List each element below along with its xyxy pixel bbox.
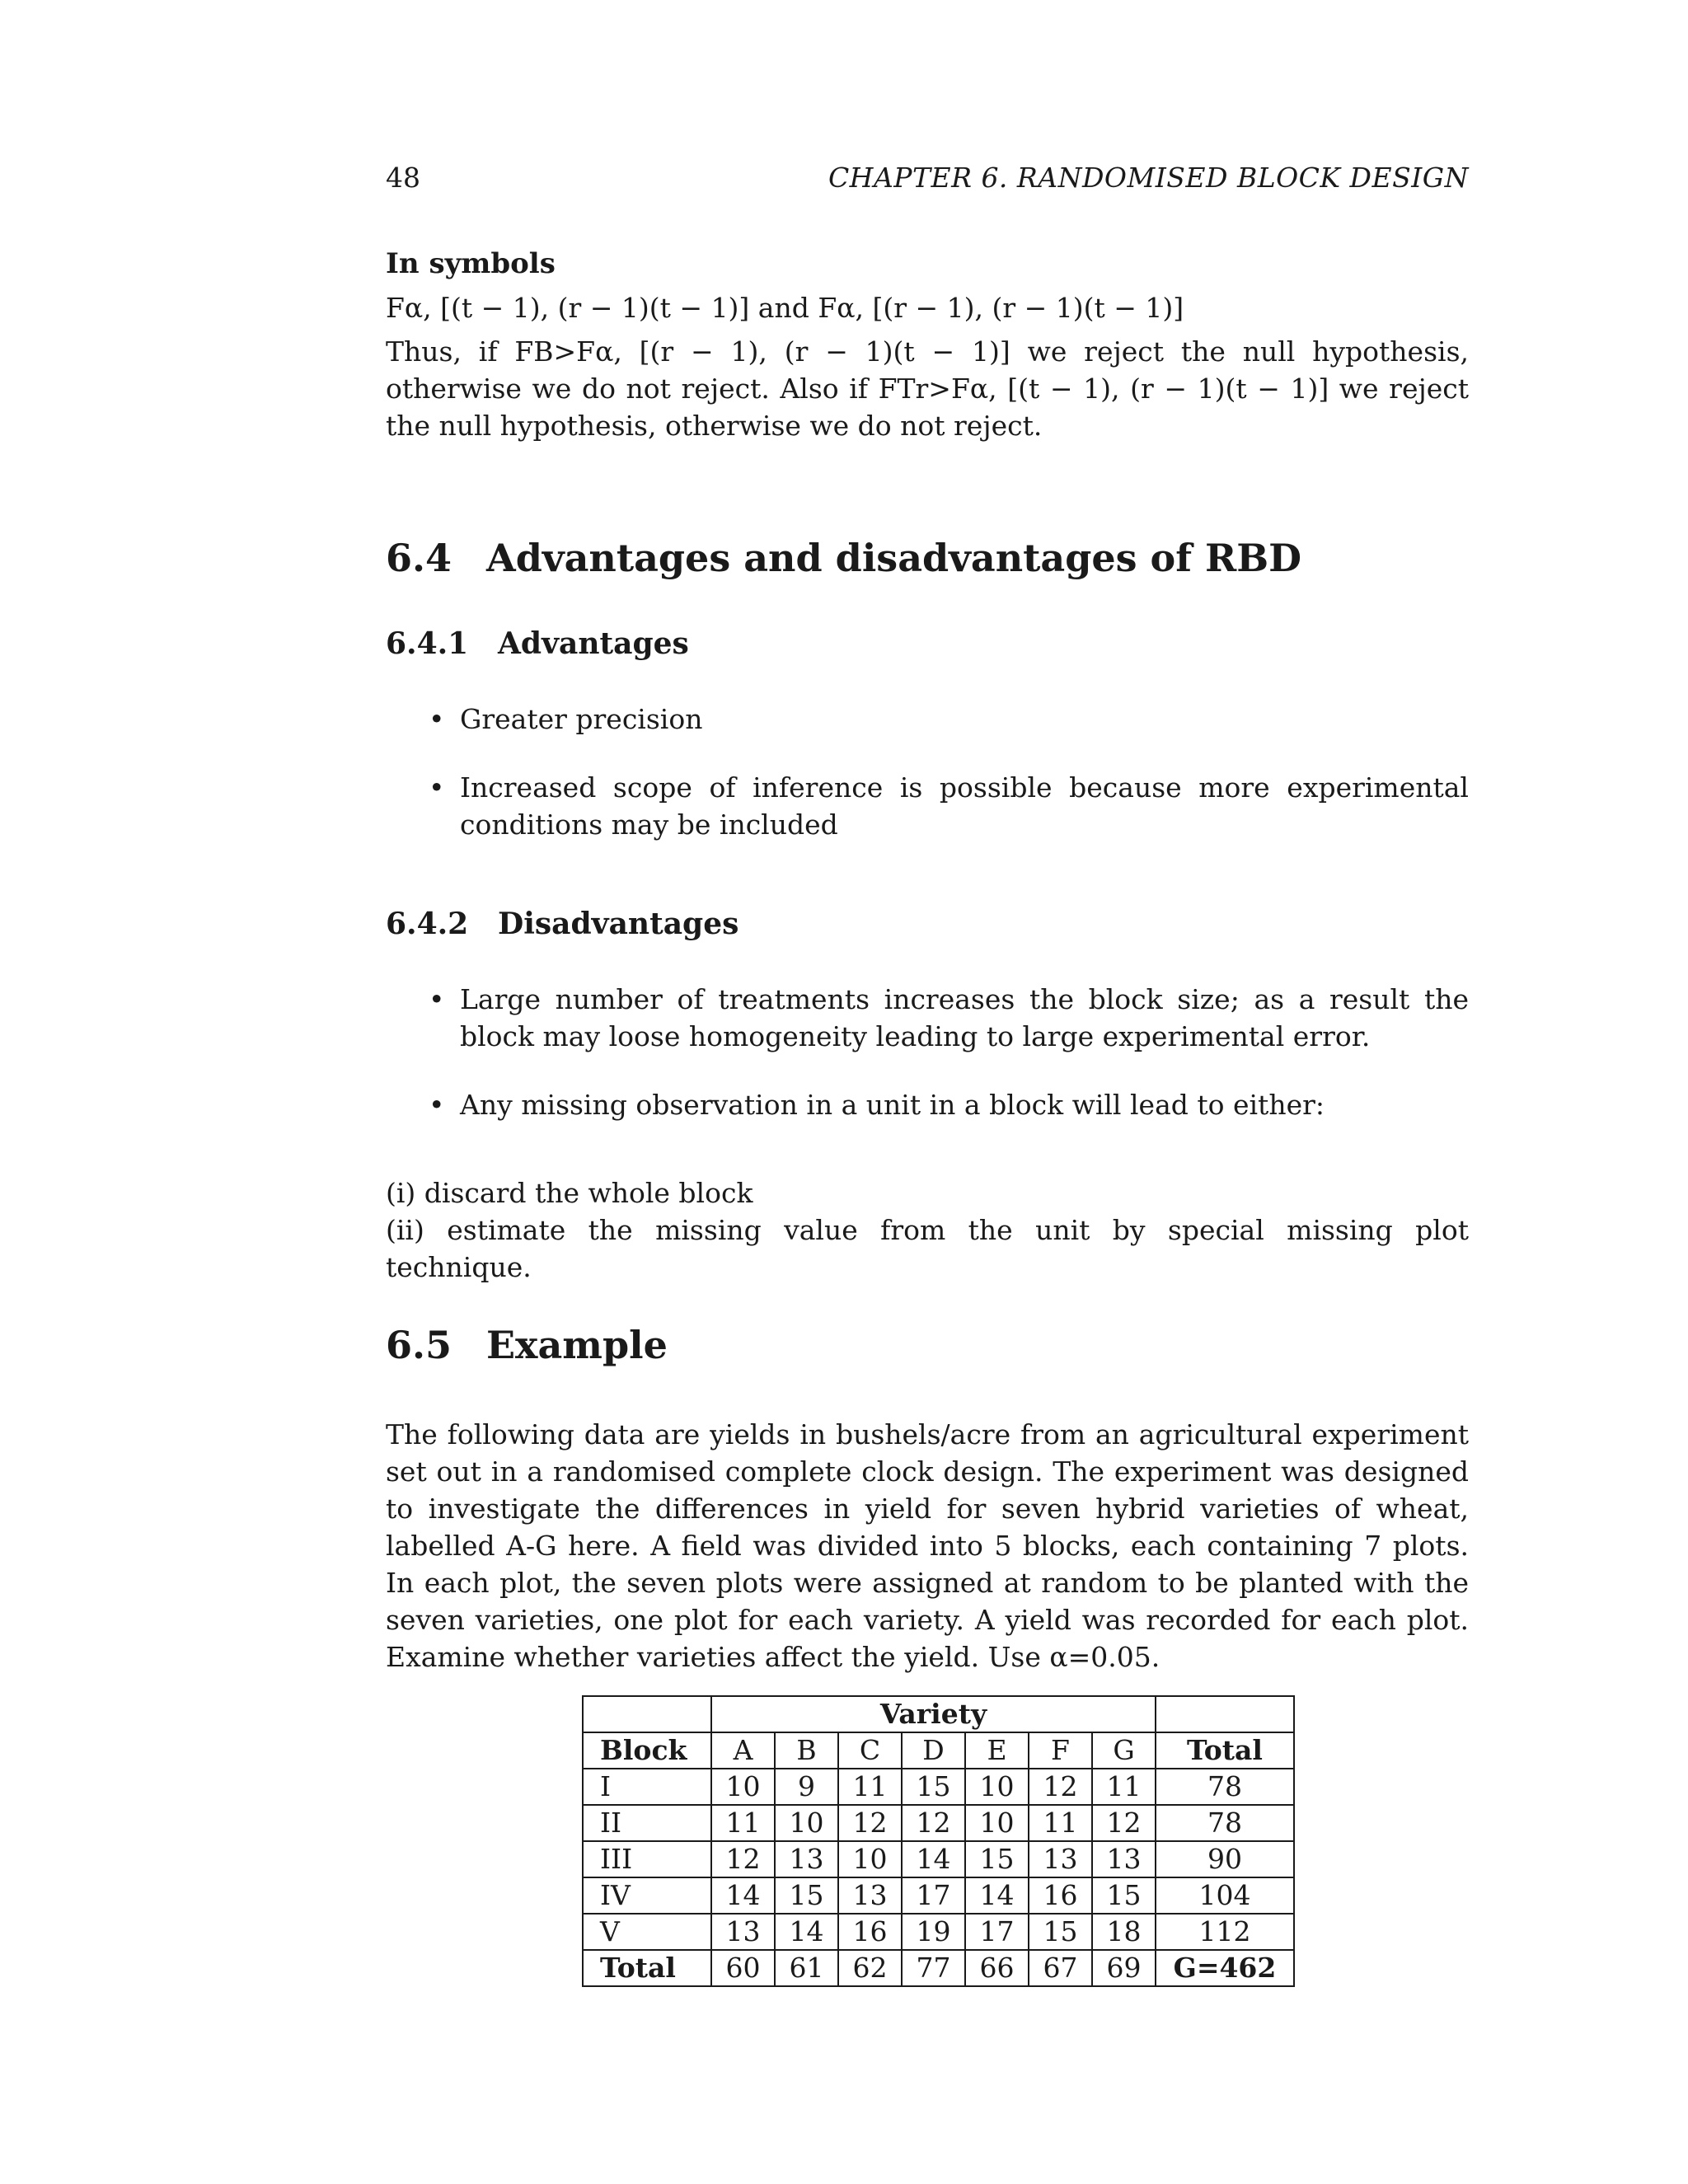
table-row: [583, 1914, 1294, 1950]
table-cell: 13: [775, 1841, 838, 1877]
section-6-5-heading: [386, 1323, 668, 1367]
bullet-icon: •: [429, 771, 445, 804]
table-cell: 13: [711, 1914, 775, 1950]
table-cell: 14: [775, 1914, 838, 1950]
table-cell: 13: [838, 1877, 902, 1914]
table-cell: 19: [902, 1914, 965, 1950]
table-cell: 11: [1029, 1805, 1092, 1841]
in-symbols-heading: In symbols: [386, 247, 556, 280]
table-cell: 11: [711, 1805, 775, 1841]
table-cell: 9: [775, 1769, 838, 1805]
table-cell: 17: [965, 1914, 1029, 1950]
list-item: • Large number of treatments increases the block size; as a result the block may loose homogeneity leading to large experimental error.: [386, 981, 1469, 1055]
disadvantages-list-block: [386, 981, 1469, 1155]
table-header-row: [583, 1696, 1294, 1732]
table-cell: 13: [1029, 1841, 1092, 1877]
table-cell: 11: [1092, 1769, 1156, 1805]
column-total: 62: [838, 1950, 902, 1986]
table-corner-cell: [1156, 1696, 1294, 1732]
advantages-list-block: [386, 701, 1469, 874]
page: [386, 0, 1469, 2184]
table-row: [583, 1769, 1294, 1805]
row-total: 112: [1156, 1914, 1294, 1950]
row-total: 78: [1156, 1805, 1294, 1841]
yield-table-wrap: [582, 1695, 1295, 1987]
page-number: 48: [386, 162, 420, 194]
row-total: 90: [1156, 1841, 1294, 1877]
table-cell: 15: [775, 1877, 838, 1914]
running-head: [386, 162, 1469, 201]
variety-header: F: [1029, 1732, 1092, 1769]
row-total: 104: [1156, 1877, 1294, 1914]
table-cell: 12: [902, 1805, 965, 1841]
column-total: 61: [775, 1950, 838, 1986]
variety-header: G: [1092, 1732, 1156, 1769]
column-total: 69: [1092, 1950, 1156, 1986]
intro-block: [386, 246, 1469, 444]
table-cell: 16: [838, 1914, 902, 1950]
option-discard: (i) discard the whole block: [386, 1177, 753, 1209]
table-cell: 15: [1029, 1914, 1092, 1950]
table-row: [583, 1877, 1294, 1914]
table-cell: 12: [838, 1805, 902, 1841]
totals-label: Total: [583, 1950, 711, 1986]
f-critical-formula: Fα, [(t − 1), (r − 1)(t − 1)] and Fα, [(r − 1), (r − 1)(t − 1)]: [386, 292, 1184, 324]
bullet-icon: •: [429, 1089, 445, 1121]
list-item: • Increased scope of inference is possible because more experimental conditions may be included: [386, 769, 1469, 843]
table-cell: 12: [711, 1841, 775, 1877]
table-cell: 18: [1092, 1914, 1156, 1950]
table-header-row: [583, 1732, 1294, 1769]
column-total: 60: [711, 1950, 775, 1986]
variety-header: D: [902, 1732, 965, 1769]
subsection-6-4-1-heading: [386, 626, 689, 661]
table-cell: 15: [1092, 1877, 1156, 1914]
total-column-header: Total: [1156, 1732, 1294, 1769]
variety-header: C: [838, 1732, 902, 1769]
variety-header: E: [965, 1732, 1029, 1769]
subsection-title: Advantages: [498, 626, 689, 661]
table-cell: 12: [1092, 1805, 1156, 1841]
table-cell: 10: [838, 1841, 902, 1877]
table-totals-row: [583, 1950, 1294, 1986]
table-cell: 14: [965, 1877, 1029, 1914]
block-label: I: [583, 1769, 711, 1805]
block-column-header: Block: [583, 1732, 711, 1769]
bullet-icon: •: [429, 983, 445, 1015]
column-total: 67: [1029, 1950, 1092, 1986]
table-row: [583, 1805, 1294, 1841]
section-number: 6.5: [386, 1323, 452, 1367]
table-corner-cell: [583, 1696, 711, 1732]
table-cell: 10: [965, 1769, 1029, 1805]
table-cell: 13: [1092, 1841, 1156, 1877]
variety-header: B: [775, 1732, 838, 1769]
row-total: 78: [1156, 1769, 1294, 1805]
block-label: II: [583, 1805, 711, 1841]
variety-header: A: [711, 1732, 775, 1769]
table-cell: 12: [1029, 1769, 1092, 1805]
table-cell: 10: [965, 1805, 1029, 1841]
block-label: V: [583, 1914, 711, 1950]
subsection-title: Disadvantages: [498, 907, 739, 941]
list-item: • Greater precision: [386, 701, 1469, 738]
table-cell: 10: [711, 1769, 775, 1805]
table-cell: 10: [775, 1805, 838, 1841]
subsection-6-4-2-heading: [386, 907, 738, 941]
column-total: 77: [902, 1950, 965, 1986]
table-cell: 14: [902, 1841, 965, 1877]
example-paragraph-block: [386, 1416, 1469, 1675]
missing-options-block: [386, 1174, 1469, 1286]
table-cell: 15: [902, 1769, 965, 1805]
grand-total: G=462: [1156, 1950, 1294, 1986]
table-cell: 11: [838, 1769, 902, 1805]
yield-table: [582, 1695, 1295, 1987]
disadvantages-list: [386, 981, 1469, 1123]
section-6-4-heading: [386, 536, 1301, 580]
block-label: III: [583, 1841, 711, 1877]
example-paragraph: The following data are yields in bushels/acre from an agricultural experiment set out in a randomised complete clock design. The experiment was designed to investigate the differences in yield for seven hybrid varieties of wheat, labelled A-G here. A field was divided into 5 blocks, each containing 7 plots. In each plot, the seven plots were assigned at random to be planted with the seven varieties, one plot for each variety. A yield was recorded for each plot. Examine whether varieties affect the yield. Use α=0.05.: [386, 1418, 1469, 1673]
advantages-list: [386, 701, 1469, 843]
table-row: [583, 1841, 1294, 1877]
subsection-number: 6.4.1: [386, 626, 469, 661]
table-cell: 16: [1029, 1877, 1092, 1914]
bullet-icon: •: [429, 703, 445, 735]
section-title: Advantages and disadvantages of RBD: [486, 536, 1302, 580]
section-title: Example: [486, 1323, 668, 1367]
subsection-number: 6.4.2: [386, 907, 469, 941]
column-total: 66: [965, 1950, 1029, 1986]
table-cell: 17: [902, 1877, 965, 1914]
decision-rule-paragraph: Thus, if FB>Fα, [(r − 1), (r − 1)(t − 1)] we reject the null hypothesis, otherwise we do not reject. Also if FTr>Fα, [(t − 1), (r − 1)(t − 1)] we reject the null hypothesis, otherwise we do not reject.: [386, 335, 1469, 442]
block-label: IV: [583, 1877, 711, 1914]
section-number: 6.4: [386, 536, 452, 580]
variety-group-header: Variety: [711, 1696, 1156, 1732]
option-estimate: (ii) estimate the missing value from the unit by special missing plot technique.: [386, 1214, 1469, 1283]
table-cell: 15: [965, 1841, 1029, 1877]
chapter-title: CHAPTER 6. RANDOMISED BLOCK DESIGN: [828, 162, 1469, 194]
table-cell: 14: [711, 1877, 775, 1914]
list-item: • Any missing observation in a unit in a block will lead to either:: [386, 1086, 1469, 1123]
